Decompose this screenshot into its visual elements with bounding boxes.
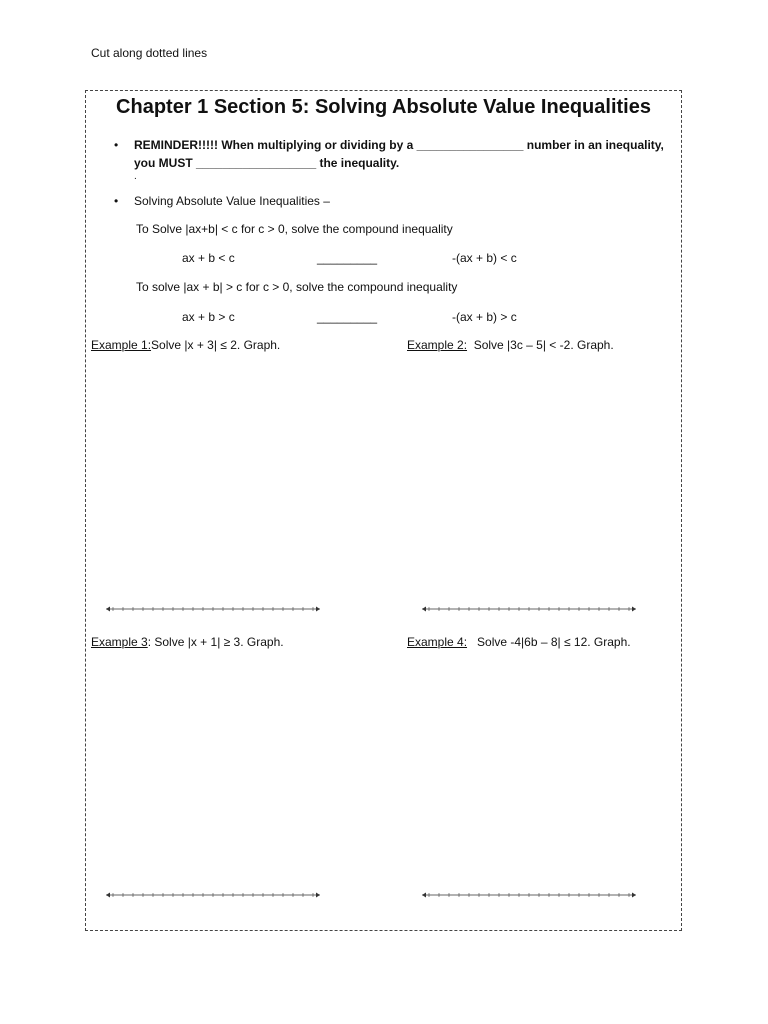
stray-dot: . bbox=[134, 171, 137, 182]
solving-heading: Solving Absolute Value Inequalities – bbox=[134, 194, 330, 208]
cut-instruction: Cut along dotted lines bbox=[91, 46, 208, 60]
example-1-text: Solve |x + 3| ≤ 2. Graph. bbox=[151, 338, 281, 352]
worksheet-card bbox=[85, 90, 682, 931]
arrowhead-icon bbox=[422, 893, 426, 898]
reminder-line-2: you MUST __________________ the inequality. bbox=[134, 156, 400, 170]
arrowhead-icon bbox=[106, 607, 110, 612]
rule-2: To solve |ax + b| > c for c > 0, solve the compound inequality bbox=[136, 280, 458, 294]
arrowhead-icon bbox=[316, 607, 320, 612]
example-2-text: Solve |3c – 5| < -2. Graph. bbox=[467, 338, 614, 352]
rule-1-left: ax + b < c bbox=[182, 251, 235, 265]
example-2-label: Example 2: bbox=[407, 338, 468, 352]
rule-2-left: ax + b > c bbox=[182, 310, 235, 324]
number-line-3 bbox=[103, 890, 323, 900]
number-line-2 bbox=[419, 604, 639, 614]
example-4-label: Example 4: bbox=[407, 635, 468, 649]
number-line-4 bbox=[419, 890, 639, 900]
example-4-text: Solve -4|6b – 8| ≤ 12. Graph. bbox=[467, 635, 631, 649]
example-1-label: Example 1: bbox=[91, 338, 152, 352]
reminder-line-1: REMINDER!!!!! When multiplying or dividing by a ________________ number in an inequality, bbox=[134, 138, 664, 152]
example-2 bbox=[407, 338, 614, 352]
arrowhead-icon bbox=[106, 893, 110, 898]
bullet-icon: • bbox=[114, 138, 119, 152]
example-3 bbox=[91, 635, 284, 649]
arrowhead-icon bbox=[632, 607, 636, 612]
arrowhead-icon bbox=[422, 607, 426, 612]
bullet-icon: • bbox=[114, 194, 119, 208]
rule-1-blank: _________ bbox=[317, 251, 378, 265]
arrowhead-icon bbox=[316, 893, 320, 898]
rule-1: To Solve |ax+b| < c for c > 0, solve the compound inequality bbox=[136, 222, 453, 236]
example-4 bbox=[407, 635, 631, 649]
example-3-label: Example 3 bbox=[91, 635, 148, 649]
example-1 bbox=[91, 338, 280, 352]
rule-2-blank: _________ bbox=[317, 310, 378, 324]
arrowhead-icon bbox=[632, 893, 636, 898]
rule-2-right: -(ax + b) > c bbox=[452, 310, 517, 324]
rule-1-right: -(ax + b) < c bbox=[452, 251, 517, 265]
number-line-1 bbox=[103, 604, 323, 614]
page-title: Chapter 1 Section 5: Solving Absolute Value Inequalities bbox=[116, 96, 651, 118]
example-3-text: : Solve |x + 1| ≥ 3. Graph. bbox=[147, 635, 284, 649]
